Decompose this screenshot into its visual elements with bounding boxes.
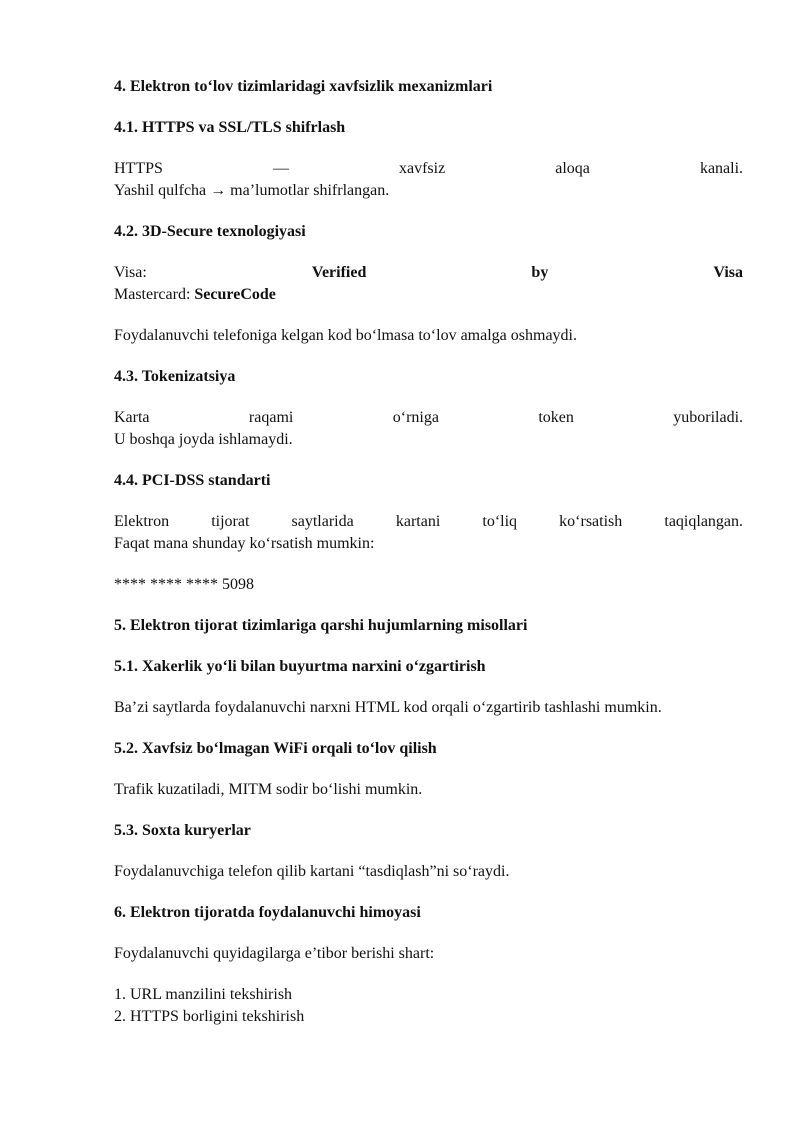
word: Elektron [114,513,170,530]
word: tijorat [211,513,250,530]
mastercard-label: Mastercard: [114,286,191,303]
heading-section-4-3: 4.3. Tokenizatsiya [114,368,236,385]
heading-section-4-4: 4.4. PCI-DSS standarti [114,472,271,489]
3ds-note: Foydalanuvchi telefoniga kelgan kod bo‘lmasa to‘lov amalga oshmaydi. [114,327,577,344]
masked-card-number: **** **** **** 5098 [114,576,254,593]
heading-section-5: 5. Elektron tijorat tizimlariga qarshi hujumlarning misollari [114,617,528,634]
word: xavfsiz [399,160,446,177]
wifi-text: Trafik kuzatiladi, MITM sodir bo‘lishi mumkin. [114,781,423,798]
protection-intro: Foydalanuvchi quyidagilarga e’tibor berishi shart: [114,945,435,962]
https-line-justified [114,158,743,180]
list-item: 1. URL manzilini tekshirish [114,986,293,1003]
courier-text: Foydalanuvchiga telefon qilib kartani “tasdiqlash”ni so‘raydi. [114,863,510,880]
word: HTTPS [114,160,163,177]
heading-section-5-1: 5.1. Xakerlik yo‘li bilan buyurtma narxini o‘zgartirish [114,658,486,675]
token-line-justified [114,407,743,429]
word: taqiqlangan. [664,513,744,530]
token-line-2: U boshqa joyda ishlamaydi. [114,431,293,448]
visa-line [114,262,743,284]
word: to‘liq [482,513,518,530]
word: aloqa [555,160,590,177]
mastercard-value: SecureCode [194,286,276,303]
pci-line-justified [114,511,743,533]
visa-word: by [531,264,549,281]
heading-section-4-1: 4.1. HTTPS va SSL/TLS shifrlash [114,119,346,136]
word: kartani [395,513,441,530]
list-item: 2. HTTPS borligini tekshirish [114,1008,305,1025]
heading-section-4: 4. Elektron to‘lov tizimlaridagi xavfsizlik mexanizmlari [114,78,493,95]
word: saytlarida [291,513,354,530]
word: Karta [114,409,150,426]
word: kanali. [699,160,744,177]
mastercard-line [114,284,743,306]
word: token [538,409,574,426]
word: yuboriladi. [673,409,744,426]
pci-line-2: Faqat mana shunday ko‘rsatish mumkin: [114,535,375,552]
word: raqami [248,409,294,426]
word: ko‘rsatish [559,513,623,530]
heading-section-4-2: 4.2. 3D-Secure texnologiyasi [114,223,306,240]
word: o‘rniga [392,409,439,426]
visa-label: Visa: [114,264,147,281]
word: — [272,160,289,177]
heading-section-5-2: 5.2. Xavfsiz bo‘lmagan WiFi orqali to‘lov qilish [114,740,437,757]
heading-section-5-3: 5.3. Soxta kuryerlar [114,822,251,839]
visa-word: Visa [713,264,744,281]
visa-word: Verified [311,264,367,281]
heading-section-6: 6. Elektron tijoratda foydalanuvchi himoyasi [114,904,421,921]
price-hack-text: Ba’zi saytlarda foydalanuvchi narxni HTML kod orqali o‘zgartirib tashlashi mumkin. [114,699,662,716]
https-line-2: Yashil qulfcha → ma’lumotlar shifrlangan. [114,182,390,199]
